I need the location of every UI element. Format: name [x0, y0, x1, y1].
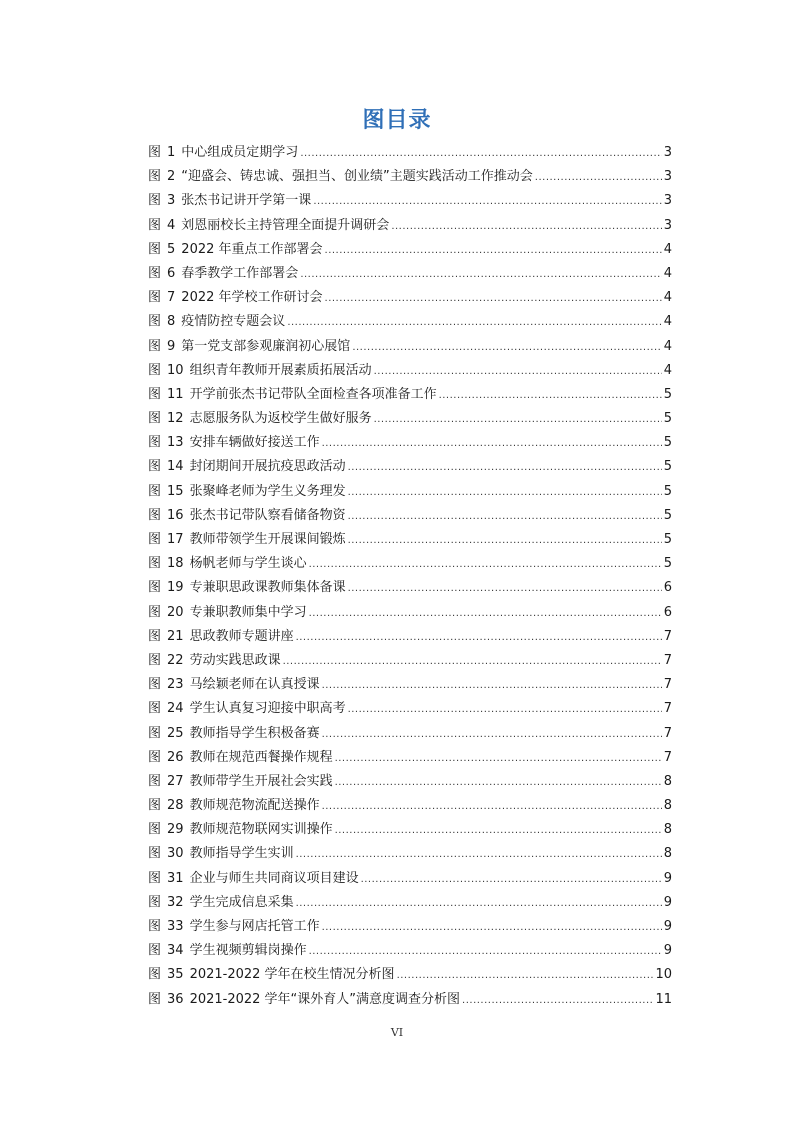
- toc-entry-number: 26: [167, 749, 184, 765]
- toc-entry-leader: [325, 239, 662, 263]
- toc-entry-leader: [296, 626, 662, 650]
- toc-entry-title: 杨帆老师与学生谈心: [189, 556, 307, 572]
- toc-entry-page: 9: [663, 919, 672, 934]
- toc-entry[interactable]: [148, 504, 672, 528]
- toc-entry-number: 1: [167, 145, 176, 160]
- toc-entry-title: 安排车辆做好接送工作: [189, 435, 320, 451]
- toc-entry[interactable]: [148, 601, 672, 625]
- toc-entry-leader: [348, 456, 662, 480]
- toc-entry-prefix: 图: [148, 604, 162, 620]
- toc-entry-number: 7: [167, 290, 176, 306]
- toc-entry-leader: [283, 650, 662, 674]
- toc-entry-leader: [287, 311, 661, 335]
- toc-entry-page: 7: [663, 725, 672, 741]
- toc-entry-title: 第一党支部参观廉润初心展馆: [181, 338, 351, 354]
- toc-entry-prefix: 图: [148, 411, 162, 427]
- toc-entry-page: 4: [663, 362, 672, 378]
- toc-entry-prefix: 图: [148, 241, 162, 257]
- toc-entry-leader: [348, 505, 662, 529]
- toc-entry-leader: [348, 529, 662, 553]
- toc-entry-leader: [325, 287, 662, 311]
- page-number: VI: [390, 1026, 404, 1039]
- toc-entry-page: 5: [663, 459, 672, 475]
- toc-entry-number: 18: [167, 556, 184, 572]
- toc-entry-number: 27: [167, 773, 184, 789]
- toc-entry-page: 5: [663, 411, 672, 427]
- toc-entry[interactable]: [148, 383, 672, 407]
- toc-entry-prefix: 图: [148, 483, 162, 499]
- toc-entry-page: 9: [663, 943, 672, 959]
- toc-entry-prefix: 图: [148, 338, 162, 354]
- toc-entry-page: 6: [663, 580, 672, 596]
- toc-entry-title: 专兼职思政课教师集体备课: [189, 580, 346, 596]
- toc-entry-page: 6: [663, 604, 672, 620]
- toc-entry-prefix: 图: [148, 677, 162, 693]
- toc-entry-page: 5: [663, 435, 672, 451]
- toc-entry-prefix: 图: [148, 870, 162, 886]
- toc-entry-page: 7: [663, 652, 672, 668]
- toc-entry-page: 5: [663, 532, 672, 547]
- toc-entry[interactable]: [148, 673, 672, 697]
- toc-entry-number: 24: [167, 701, 184, 717]
- toc-entry-title: 封闭期间开展抗疫思政活动: [189, 459, 346, 475]
- toc-entry-number: 32: [167, 894, 184, 910]
- toc-entry[interactable]: [148, 915, 672, 939]
- toc-entry[interactable]: [148, 214, 672, 238]
- toc-entry-leader: [397, 964, 654, 988]
- toc-entry-title: 刘恩丽校长主持管理全面提升调研会: [181, 217, 390, 233]
- toc-entry-leader: [374, 408, 662, 432]
- toc-entry-prefix: 图: [148, 725, 162, 741]
- toc-entry-number: 22: [167, 652, 184, 668]
- toc-entry[interactable]: [148, 818, 672, 842]
- toc-entry-page: 7: [663, 677, 672, 693]
- toc-entry[interactable]: [148, 988, 672, 1012]
- toc-entry-prefix: 图: [148, 798, 162, 814]
- toc-entry-prefix: 图: [148, 701, 162, 717]
- toc-entry-prefix: 图: [148, 991, 162, 1007]
- toc-entry[interactable]: [148, 649, 672, 673]
- toc-list: [148, 141, 672, 1012]
- toc-entry-title: “迎盛会、铸忠诚、强担当、创业绩”主题实践活动工作推动会: [181, 169, 533, 185]
- toc-entry-page: 8: [663, 846, 672, 862]
- toc-entry-number: 29: [167, 822, 184, 838]
- toc-entry-leader: [322, 674, 662, 698]
- toc-entry-page: 3: [663, 145, 672, 160]
- toc-entry-number: 12: [167, 411, 184, 427]
- toc-entry-number: 15: [167, 483, 184, 499]
- toc-entry-page: 5: [663, 556, 672, 572]
- toc-entry-title: 马绘颖老师在认真授课: [189, 677, 320, 693]
- toc-entry-leader: [374, 360, 662, 384]
- toc-entry[interactable]: [148, 189, 672, 213]
- toc-entry-page: 5: [663, 386, 672, 402]
- toc-entry[interactable]: [148, 238, 672, 262]
- toc-entry-number: 2: [167, 169, 176, 185]
- toc-entry-prefix: 图: [148, 628, 162, 644]
- toc-entry-number: 31: [167, 870, 184, 886]
- toc-entry-leader: [348, 698, 662, 722]
- toc-entry[interactable]: [148, 746, 672, 770]
- toc-entry-title: 教师指导学生实训: [189, 846, 294, 862]
- toc-entry-title: 思政教师专题讲座: [189, 628, 294, 644]
- toc-entry-number: 20: [167, 604, 184, 620]
- toc-entry[interactable]: [148, 165, 672, 189]
- toc-entry[interactable]: [148, 891, 672, 915]
- toc-entry-title: 中心组成员定期学习: [181, 145, 299, 160]
- toc-entry[interactable]: [148, 794, 672, 818]
- toc-entry-page: 10: [655, 967, 672, 983]
- toc-entry-title: 2022 年学校工作研讨会: [181, 290, 323, 306]
- toc-entry-page: 9: [663, 894, 672, 910]
- toc-entry-number: 23: [167, 677, 184, 693]
- toc-entry-prefix: 图: [148, 145, 162, 160]
- toc-entry-title: 教师规范物联网实训操作: [189, 822, 333, 838]
- toc-entry-number: 28: [167, 798, 184, 814]
- toc-entry[interactable]: [148, 963, 672, 987]
- toc-entry-number: 11: [167, 386, 184, 402]
- toc-entry-prefix: 图: [148, 193, 162, 209]
- toc-entry-number: 30: [167, 846, 184, 862]
- toc-entry-leader: [335, 819, 662, 843]
- toc-entry[interactable]: [148, 867, 672, 891]
- toc-entry-prefix: 图: [148, 773, 162, 789]
- toc-entry-number: 8: [167, 314, 176, 330]
- toc-entry-leader: [348, 481, 662, 505]
- toc-entry-leader: [313, 190, 661, 214]
- toc-entry-title: 教师指导学生积极备赛: [189, 725, 320, 741]
- toc-entry-prefix: 图: [148, 314, 162, 330]
- toc-entry[interactable]: [148, 359, 672, 383]
- toc-entry-prefix: 图: [148, 580, 162, 596]
- toc-entry-prefix: 图: [148, 386, 162, 402]
- toc-entry-leader: [296, 892, 662, 916]
- toc-entry-page: 8: [663, 773, 672, 789]
- toc-entry-number: 35: [167, 967, 184, 983]
- toc-entry-title: 2021-2022 学年“课外育人”满意度调查分析图: [189, 991, 461, 1007]
- toc-entry[interactable]: [148, 286, 672, 310]
- toc-entry-number: 9: [167, 338, 176, 354]
- toc-entry[interactable]: [148, 552, 672, 576]
- toc-entry-page: 4: [663, 241, 672, 257]
- toc-entry-page: 8: [663, 798, 672, 814]
- toc-entry-title: 组织青年教师开展素质拓展活动: [189, 362, 372, 378]
- toc-entry-page: 7: [663, 628, 672, 644]
- toc-entry[interactable]: [148, 528, 672, 552]
- toc-entry-prefix: 图: [148, 459, 162, 475]
- toc-entry-prefix: 图: [148, 217, 162, 233]
- toc-entry[interactable]: [148, 939, 672, 963]
- toc-entry-page: 4: [663, 265, 672, 281]
- toc-entry-title: 志愿服务队为返校学生做好服务: [189, 411, 372, 427]
- toc-entry[interactable]: [148, 335, 672, 359]
- toc-entry-prefix: 图: [148, 894, 162, 910]
- toc-entry[interactable]: [148, 141, 672, 165]
- toc-entry-title: 教师带领学生开展课间锻炼: [189, 532, 346, 547]
- toc-entry-leader: [300, 142, 661, 166]
- toc-entry-number: 21: [167, 628, 184, 644]
- toc-entry-number: 34: [167, 943, 184, 959]
- toc-entry-prefix: 图: [148, 967, 162, 983]
- toc-entry-page: 3: [663, 169, 672, 185]
- toc-entry[interactable]: [148, 770, 672, 794]
- toc-entry-title: 2021-2022 学年在校生情况分析图: [189, 967, 395, 983]
- toc-entry-page: 4: [663, 290, 672, 306]
- toc-entry-title: 开学前张杰书记带队全面检查各项准备工作: [189, 386, 437, 402]
- toc-entry-number: 19: [167, 580, 184, 596]
- toc-entry-title: 张聚峰老师为学生义务理发: [189, 483, 346, 499]
- toc-entry-number: 5: [167, 241, 176, 257]
- toc-entry-leader: [322, 916, 662, 940]
- toc-entry-title: 2022 年重点工作部署会: [181, 241, 323, 257]
- toc-entry[interactable]: [148, 431, 672, 455]
- toc-entry[interactable]: [148, 262, 672, 286]
- toc-entry-prefix: 图: [148, 652, 162, 668]
- toc-entry-number: 14: [167, 459, 184, 475]
- toc-entry-number: 16: [167, 507, 184, 523]
- toc-entry[interactable]: [148, 625, 672, 649]
- toc-entry-leader: [439, 384, 662, 408]
- toc-entry[interactable]: [148, 722, 672, 746]
- toc-entry-leader: [335, 771, 662, 795]
- toc-entry-number: 25: [167, 725, 184, 741]
- toc-entry-title: 张杰书记带队察看储备物资: [189, 507, 346, 523]
- toc-entry-title: 专兼职教师集中学习: [189, 604, 307, 620]
- toc-entry-leader: [348, 577, 662, 601]
- toc-entry-leader: [361, 868, 662, 892]
- toc-entry[interactable]: [148, 310, 672, 334]
- toc-entry-leader: [309, 553, 662, 577]
- toc-entry-number: 10: [167, 362, 184, 378]
- toc-entry[interactable]: [148, 576, 672, 600]
- page-title: 图目录: [362, 108, 432, 133]
- toc-entry-title: 教师在规范西餐操作规程: [189, 749, 333, 765]
- toc-entry-title: 企业与师生共同商议项目建设: [189, 870, 359, 886]
- toc-entry-prefix: 图: [148, 749, 162, 765]
- toc-entry[interactable]: [148, 407, 672, 431]
- toc-entry-leader: [322, 723, 662, 747]
- toc-entry-page: 8: [663, 822, 672, 838]
- toc-entry-title: 春季教学工作部署会: [181, 265, 299, 281]
- toc-entry-title: 学生参与网店托管工作: [189, 919, 320, 934]
- toc-entry-page: 5: [663, 483, 672, 499]
- toc-entry-prefix: 图: [148, 532, 162, 547]
- toc-entry-prefix: 图: [148, 507, 162, 523]
- toc-entry-number: 6: [167, 265, 176, 281]
- toc-entry-leader: [462, 989, 653, 1013]
- toc-entry-leader: [309, 940, 662, 964]
- toc-entry-leader: [352, 336, 661, 360]
- toc-entry-prefix: 图: [148, 846, 162, 862]
- toc-entry-title: 劳动实践思政课: [189, 652, 281, 668]
- toc-entry-title: 学生完成信息采集: [189, 894, 294, 910]
- toc-entry[interactable]: [148, 842, 672, 866]
- toc-entry-number: 17: [167, 532, 184, 547]
- toc-entry-page: 5: [663, 507, 672, 523]
- toc-entry-prefix: 图: [148, 822, 162, 838]
- toc-entry-page: 4: [663, 314, 672, 330]
- toc-entry-leader: [335, 747, 662, 771]
- toc-entry-leader: [300, 263, 661, 287]
- toc-entry-number: 36: [167, 991, 184, 1007]
- toc-entry-prefix: 图: [148, 919, 162, 934]
- toc-entry-leader: [535, 166, 662, 190]
- toc-entry-page: 3: [663, 193, 672, 209]
- toc-entry-page: 3: [663, 217, 672, 233]
- toc-entry-leader: [322, 432, 662, 456]
- toc-entry-number: 4: [167, 217, 176, 233]
- toc-entry[interactable]: [148, 480, 672, 504]
- toc-entry-page: 4: [663, 338, 672, 354]
- toc-entry-prefix: 图: [148, 169, 162, 185]
- toc-entry-title: 学生认真复习迎接中职高考: [189, 701, 346, 717]
- toc-entry-number: 13: [167, 435, 184, 451]
- toc-entry-page: 7: [663, 749, 672, 765]
- toc-entry-prefix: 图: [148, 265, 162, 281]
- toc-entry-page: 11: [655, 991, 672, 1007]
- toc-entry[interactable]: [148, 455, 672, 479]
- toc-entry-leader: [391, 215, 661, 239]
- toc-entry-title: 学生视频剪辑岗操作: [189, 943, 307, 959]
- toc-entry-prefix: 图: [148, 943, 162, 959]
- toc-entry-page: 7: [663, 701, 672, 717]
- toc-entry[interactable]: [148, 697, 672, 721]
- toc-entry-prefix: 图: [148, 556, 162, 572]
- toc-entry-number: 33: [167, 919, 184, 934]
- toc-entry-leader: [322, 795, 662, 819]
- toc-entry-title: 教师带学生开展社会实践: [189, 773, 333, 789]
- toc-entry-title: 教师规范物流配送操作: [189, 798, 320, 814]
- toc-entry-number: 3: [167, 193, 176, 209]
- toc-entry-prefix: 图: [148, 290, 162, 306]
- toc-entry-prefix: 图: [148, 435, 162, 451]
- toc-entry-leader: [309, 602, 662, 626]
- toc-entry-title: 疫情防控专题会议: [181, 314, 286, 330]
- toc-entry-leader: [296, 843, 662, 867]
- toc-entry-page: 9: [663, 870, 672, 886]
- toc-entry-title: 张杰书记讲开学第一课: [181, 193, 312, 209]
- toc-entry-prefix: 图: [148, 362, 162, 378]
